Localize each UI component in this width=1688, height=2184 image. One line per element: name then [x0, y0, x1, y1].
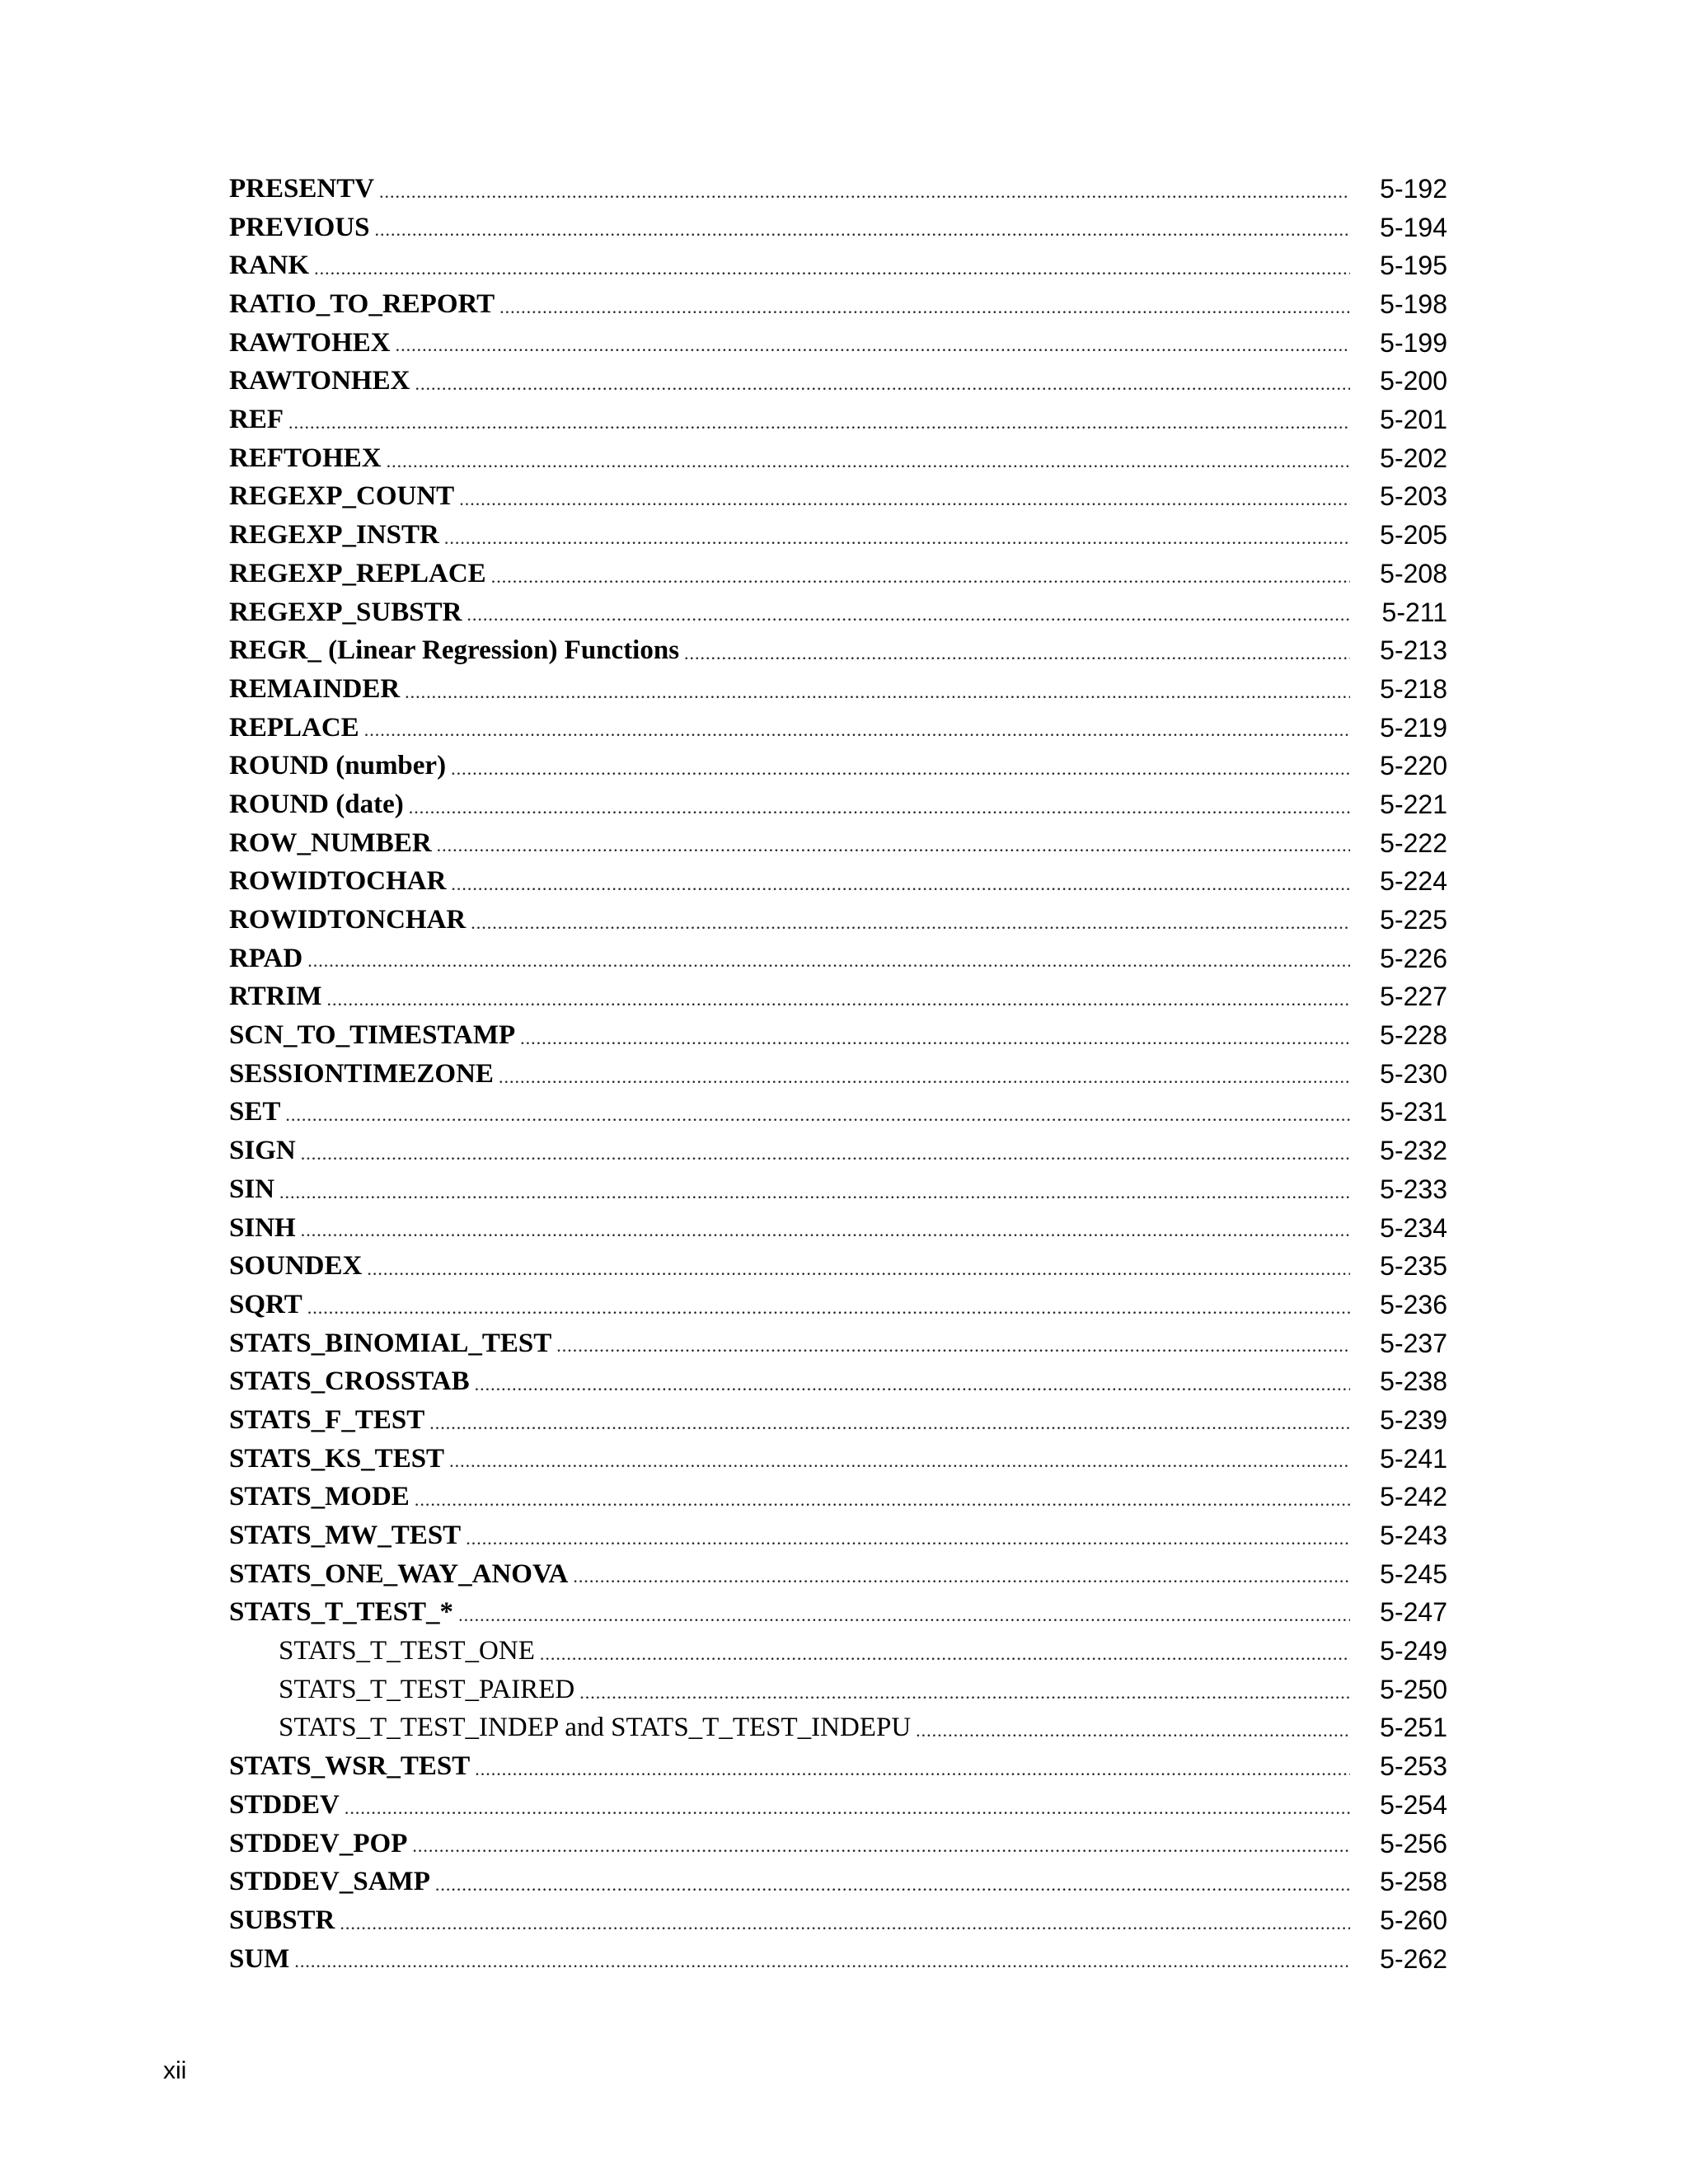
toc-entry[interactable] [229, 439, 1447, 478]
toc-entry-title: REGEXP_SUBSTR [229, 597, 462, 627]
toc-entry[interactable] [229, 593, 1447, 632]
toc-entry-title: STATS_WSR_TEST [229, 1751, 471, 1782]
dot-leader [684, 637, 1350, 670]
toc-entry[interactable] [229, 1593, 1447, 1632]
toc-entry[interactable] [229, 1747, 1447, 1786]
toc-entry[interactable] [229, 1209, 1447, 1248]
toc-entry-page: 5-247 [1380, 1597, 1447, 1628]
toc-entry-title: ROWIDTONCHAR [229, 905, 467, 935]
toc-entry-title: SESSIONTIMEZONE [229, 1058, 494, 1089]
dot-leader [466, 1522, 1350, 1555]
dot-leader [364, 714, 1350, 747]
toc-entry-page: 5-198 [1380, 289, 1447, 320]
dot-leader [540, 1638, 1350, 1671]
toc-entry[interactable] [229, 401, 1447, 439]
toc-entry-title: STDDEV [229, 1789, 340, 1820]
toc-entry-page: 5-192 [1380, 173, 1447, 204]
dot-leader [307, 944, 1350, 977]
toc-entry-title: SCN_TO_TIMESTAMP [229, 1020, 516, 1051]
dot-leader [379, 176, 1350, 209]
toc-entry-page: 5-195 [1380, 251, 1447, 281]
toc-subentry[interactable] [229, 1671, 1447, 1709]
dot-leader [405, 676, 1350, 709]
toc-entry-title: REGR_ (Linear Regression) Functions [229, 635, 680, 666]
dot-leader [459, 483, 1350, 516]
toc-entry[interactable] [229, 977, 1447, 1016]
dot-leader [579, 1676, 1350, 1709]
toc-entry[interactable] [229, 1901, 1447, 1940]
toc-entry[interactable] [229, 1094, 1447, 1132]
dot-leader [285, 1099, 1350, 1132]
toc-entry-title: ROW_NUMBER [229, 827, 432, 858]
toc-entry-title: PREVIOUS [229, 212, 370, 242]
toc-entry-title: RPAD [229, 943, 303, 973]
toc-entry[interactable] [229, 1324, 1447, 1363]
toc-entry-title: REF [229, 405, 284, 435]
toc-entry-title: STATS_MW_TEST [229, 1521, 462, 1551]
toc-entry-title: REGEXP_INSTR [229, 520, 439, 551]
dot-leader [345, 1792, 1350, 1825]
toc-entry-title: STATS_T_TEST_ONE [279, 1636, 535, 1666]
toc-entry-page: 5-220 [1380, 751, 1447, 781]
toc-subentry[interactable] [229, 1709, 1447, 1748]
toc-entry-page: 5-200 [1380, 366, 1447, 396]
toc-entry[interactable] [229, 324, 1447, 363]
toc-entry-page: 5-242 [1380, 1482, 1447, 1512]
toc-entry[interactable] [229, 555, 1447, 593]
toc-entry-title: STATS_KS_TEST [229, 1443, 445, 1474]
dot-leader [288, 406, 1350, 439]
toc-entry-title: RANK [229, 251, 310, 281]
toc-entry-title: STATS_T_TEST_INDEP and STATS_T_TEST_INDEPU [279, 1713, 912, 1743]
toc-entry-title: ROUND (number) [229, 751, 447, 781]
toc-entry[interactable] [229, 285, 1447, 324]
dot-leader [451, 868, 1350, 901]
toc-entry-title: SIN [229, 1174, 275, 1204]
toc-entry-title: REMAINDER [229, 673, 401, 704]
dot-leader [458, 1599, 1350, 1632]
toc-entry-title: SET [229, 1097, 281, 1127]
toc-entry-title: SQRT [229, 1289, 302, 1319]
toc-entry[interactable] [229, 209, 1447, 247]
toc-entry[interactable] [229, 170, 1447, 209]
toc-entry-title: REGEXP_REPLACE [229, 558, 486, 588]
dot-leader [520, 1022, 1350, 1055]
toc-entry-page: 5-213 [1380, 635, 1447, 666]
toc-entry-page: 5-231 [1380, 1097, 1447, 1127]
toc-entry[interactable] [229, 1401, 1447, 1440]
toc-entry[interactable] [229, 1825, 1447, 1863]
dot-leader [415, 368, 1350, 401]
toc-entry-title: STATS_BINOMIAL_TEST [229, 1328, 552, 1358]
toc-entry[interactable] [229, 478, 1447, 517]
dot-leader [429, 1407, 1350, 1440]
toc-entry[interactable] [229, 1863, 1447, 1901]
toc-entry[interactable] [229, 785, 1447, 824]
dot-leader [471, 907, 1350, 940]
toc-entry[interactable] [229, 516, 1447, 555]
toc-entry-page: 5-253 [1380, 1751, 1447, 1782]
dot-leader [435, 1868, 1350, 1901]
dot-leader [340, 1907, 1350, 1940]
toc-entry-title: ROWIDTOCHAR [229, 866, 447, 897]
page-number: xii [163, 2057, 187, 2084]
toc-entry-title: STDDEV_POP [229, 1828, 408, 1858]
toc-entry-title: REPLACE [229, 712, 359, 743]
toc-entry-title: STATS_F_TEST [229, 1404, 425, 1435]
toc-entry-page: 5-202 [1380, 443, 1447, 473]
toc-entry-page: 5-254 [1380, 1789, 1447, 1820]
dot-leader [327, 983, 1350, 1016]
toc-entry-title: REFTOHEX [229, 443, 382, 473]
dot-leader [412, 1830, 1350, 1863]
toc-entry-page: 5-201 [1380, 405, 1447, 435]
dot-leader [375, 213, 1350, 246]
toc-entry-page: 5-222 [1380, 827, 1447, 858]
toc-entry-title: SUBSTR [229, 1905, 335, 1935]
dot-leader [387, 445, 1350, 478]
toc-entry[interactable] [229, 670, 1447, 709]
toc-entry-page: 5-211 [1381, 597, 1447, 627]
toc-entry-page: 5-226 [1380, 943, 1447, 973]
toc-entry-page: 5-258 [1380, 1867, 1447, 1897]
toc-entry-title: ROUND (date) [229, 789, 404, 819]
toc-entry-title: STATS_CROSSTAB [229, 1366, 470, 1397]
dot-leader [499, 1061, 1350, 1094]
toc-entry-title: STATS_T_TEST_* [229, 1597, 454, 1628]
toc-entry-page: 5-256 [1380, 1828, 1447, 1858]
toc-entry[interactable] [229, 1478, 1447, 1516]
dot-leader [444, 522, 1350, 555]
toc-entry[interactable] [229, 709, 1447, 748]
toc-entry[interactable] [229, 824, 1447, 863]
toc-entry[interactable] [229, 631, 1447, 670]
toc-subentry[interactable] [229, 1632, 1447, 1671]
toc-entry[interactable] [229, 1132, 1447, 1170]
toc-entry[interactable] [229, 362, 1447, 401]
toc-entry-page: 5-225 [1380, 905, 1447, 935]
toc-entry[interactable] [229, 1555, 1447, 1594]
toc-entry-page: 5-232 [1380, 1136, 1447, 1166]
toc-entry[interactable] [229, 1170, 1447, 1209]
toc-entry[interactable] [229, 1440, 1447, 1479]
dot-leader [314, 252, 1350, 285]
toc-entry[interactable] [229, 1516, 1447, 1555]
table-of-contents [229, 170, 1447, 1978]
toc-entry[interactable] [229, 1055, 1447, 1094]
toc-entry-title: REGEXP_COUNT [229, 481, 455, 512]
toc-entry-title: STATS_ONE_WAY_ANOVA [229, 1558, 569, 1589]
toc-entry-page: 5-245 [1380, 1558, 1447, 1589]
toc-entry-page: 5-260 [1380, 1905, 1447, 1935]
dot-leader [475, 1753, 1350, 1786]
dot-leader [279, 1176, 1350, 1209]
toc-entry-page: 5-219 [1380, 712, 1447, 743]
toc-entry[interactable] [229, 862, 1447, 901]
toc-entry-title: STATS_MODE [229, 1482, 410, 1512]
toc-entry-title: SIGN [229, 1136, 296, 1166]
toc-entry-title: PRESENTV [229, 173, 375, 204]
toc-entry-page: 5-199 [1380, 327, 1447, 358]
toc-entry-page: 5-234 [1380, 1212, 1447, 1243]
dot-leader [916, 1714, 1350, 1747]
toc-entry-page: 5-208 [1380, 558, 1447, 588]
dot-leader [491, 560, 1350, 593]
toc-entry-page: 5-224 [1380, 866, 1447, 897]
toc-entry-page: 5-235 [1380, 1251, 1447, 1282]
toc-entry-page: 5-227 [1380, 982, 1447, 1012]
toc-entry-title: SINH [229, 1212, 296, 1243]
dot-leader [467, 598, 1350, 631]
toc-entry-page: 5-238 [1380, 1366, 1447, 1397]
toc-entry-page: 5-221 [1380, 789, 1447, 819]
toc-entry-page: 5-250 [1380, 1674, 1447, 1704]
toc-entry-page: 5-241 [1380, 1443, 1447, 1474]
toc-entry-page: 5-237 [1380, 1328, 1447, 1358]
dot-leader [556, 1329, 1350, 1362]
dot-leader [573, 1560, 1350, 1593]
toc-entry[interactable] [229, 901, 1447, 940]
toc-entry[interactable] [229, 1247, 1447, 1286]
dot-leader [415, 1483, 1350, 1516]
dot-leader [449, 1445, 1350, 1478]
toc-entry-page: 5-203 [1380, 481, 1447, 512]
dot-leader [437, 829, 1350, 862]
toc-entry-title: SOUNDEX [229, 1251, 363, 1282]
toc-entry-page: 5-233 [1380, 1174, 1447, 1204]
toc-entry-page: 5-236 [1380, 1289, 1447, 1319]
toc-entry-title: RTRIM [229, 982, 322, 1012]
toc-entry-title: RAWTOHEX [229, 327, 391, 358]
toc-entry[interactable] [229, 1940, 1447, 1979]
toc-entry[interactable] [229, 1286, 1447, 1324]
toc-entry[interactable] [229, 940, 1447, 978]
toc-entry-page: 5-249 [1380, 1636, 1447, 1666]
dot-leader [409, 791, 1350, 824]
dot-leader [451, 752, 1350, 785]
dot-leader [294, 1945, 1350, 1978]
toc-entry[interactable] [229, 747, 1447, 785]
dot-leader [367, 1253, 1350, 1286]
dot-leader [396, 329, 1350, 362]
dot-leader [307, 1291, 1350, 1324]
toc-entry-page: 5-194 [1380, 212, 1447, 242]
toc-entry[interactable] [229, 1016, 1447, 1055]
dot-leader [301, 1137, 1350, 1170]
toc-entry-title: STDDEV_SAMP [229, 1867, 430, 1897]
toc-entry[interactable] [229, 1786, 1447, 1825]
dot-leader [475, 1368, 1350, 1401]
toc-entry-title: RAWTONHEX [229, 366, 410, 396]
toc-entry[interactable] [229, 246, 1447, 285]
toc-entry-page: 5-251 [1380, 1713, 1447, 1743]
toc-entry-page: 5-262 [1380, 1943, 1447, 1974]
toc-entry-title: STATS_T_TEST_PAIRED [279, 1674, 575, 1704]
dot-leader [499, 291, 1350, 324]
toc-entry-page: 5-228 [1380, 1020, 1447, 1051]
dot-leader [301, 1214, 1350, 1247]
toc-entry-page: 5-239 [1380, 1404, 1447, 1435]
toc-entry[interactable] [229, 1362, 1447, 1401]
toc-entry-page: 5-243 [1380, 1521, 1447, 1551]
toc-entry-page: 5-218 [1380, 673, 1447, 704]
toc-entry-page: 5-230 [1380, 1058, 1447, 1089]
toc-entry-page: 5-205 [1380, 520, 1447, 551]
toc-entry-title: RATIO_TO_REPORT [229, 289, 495, 320]
toc-entry-title: SUM [229, 1943, 290, 1974]
